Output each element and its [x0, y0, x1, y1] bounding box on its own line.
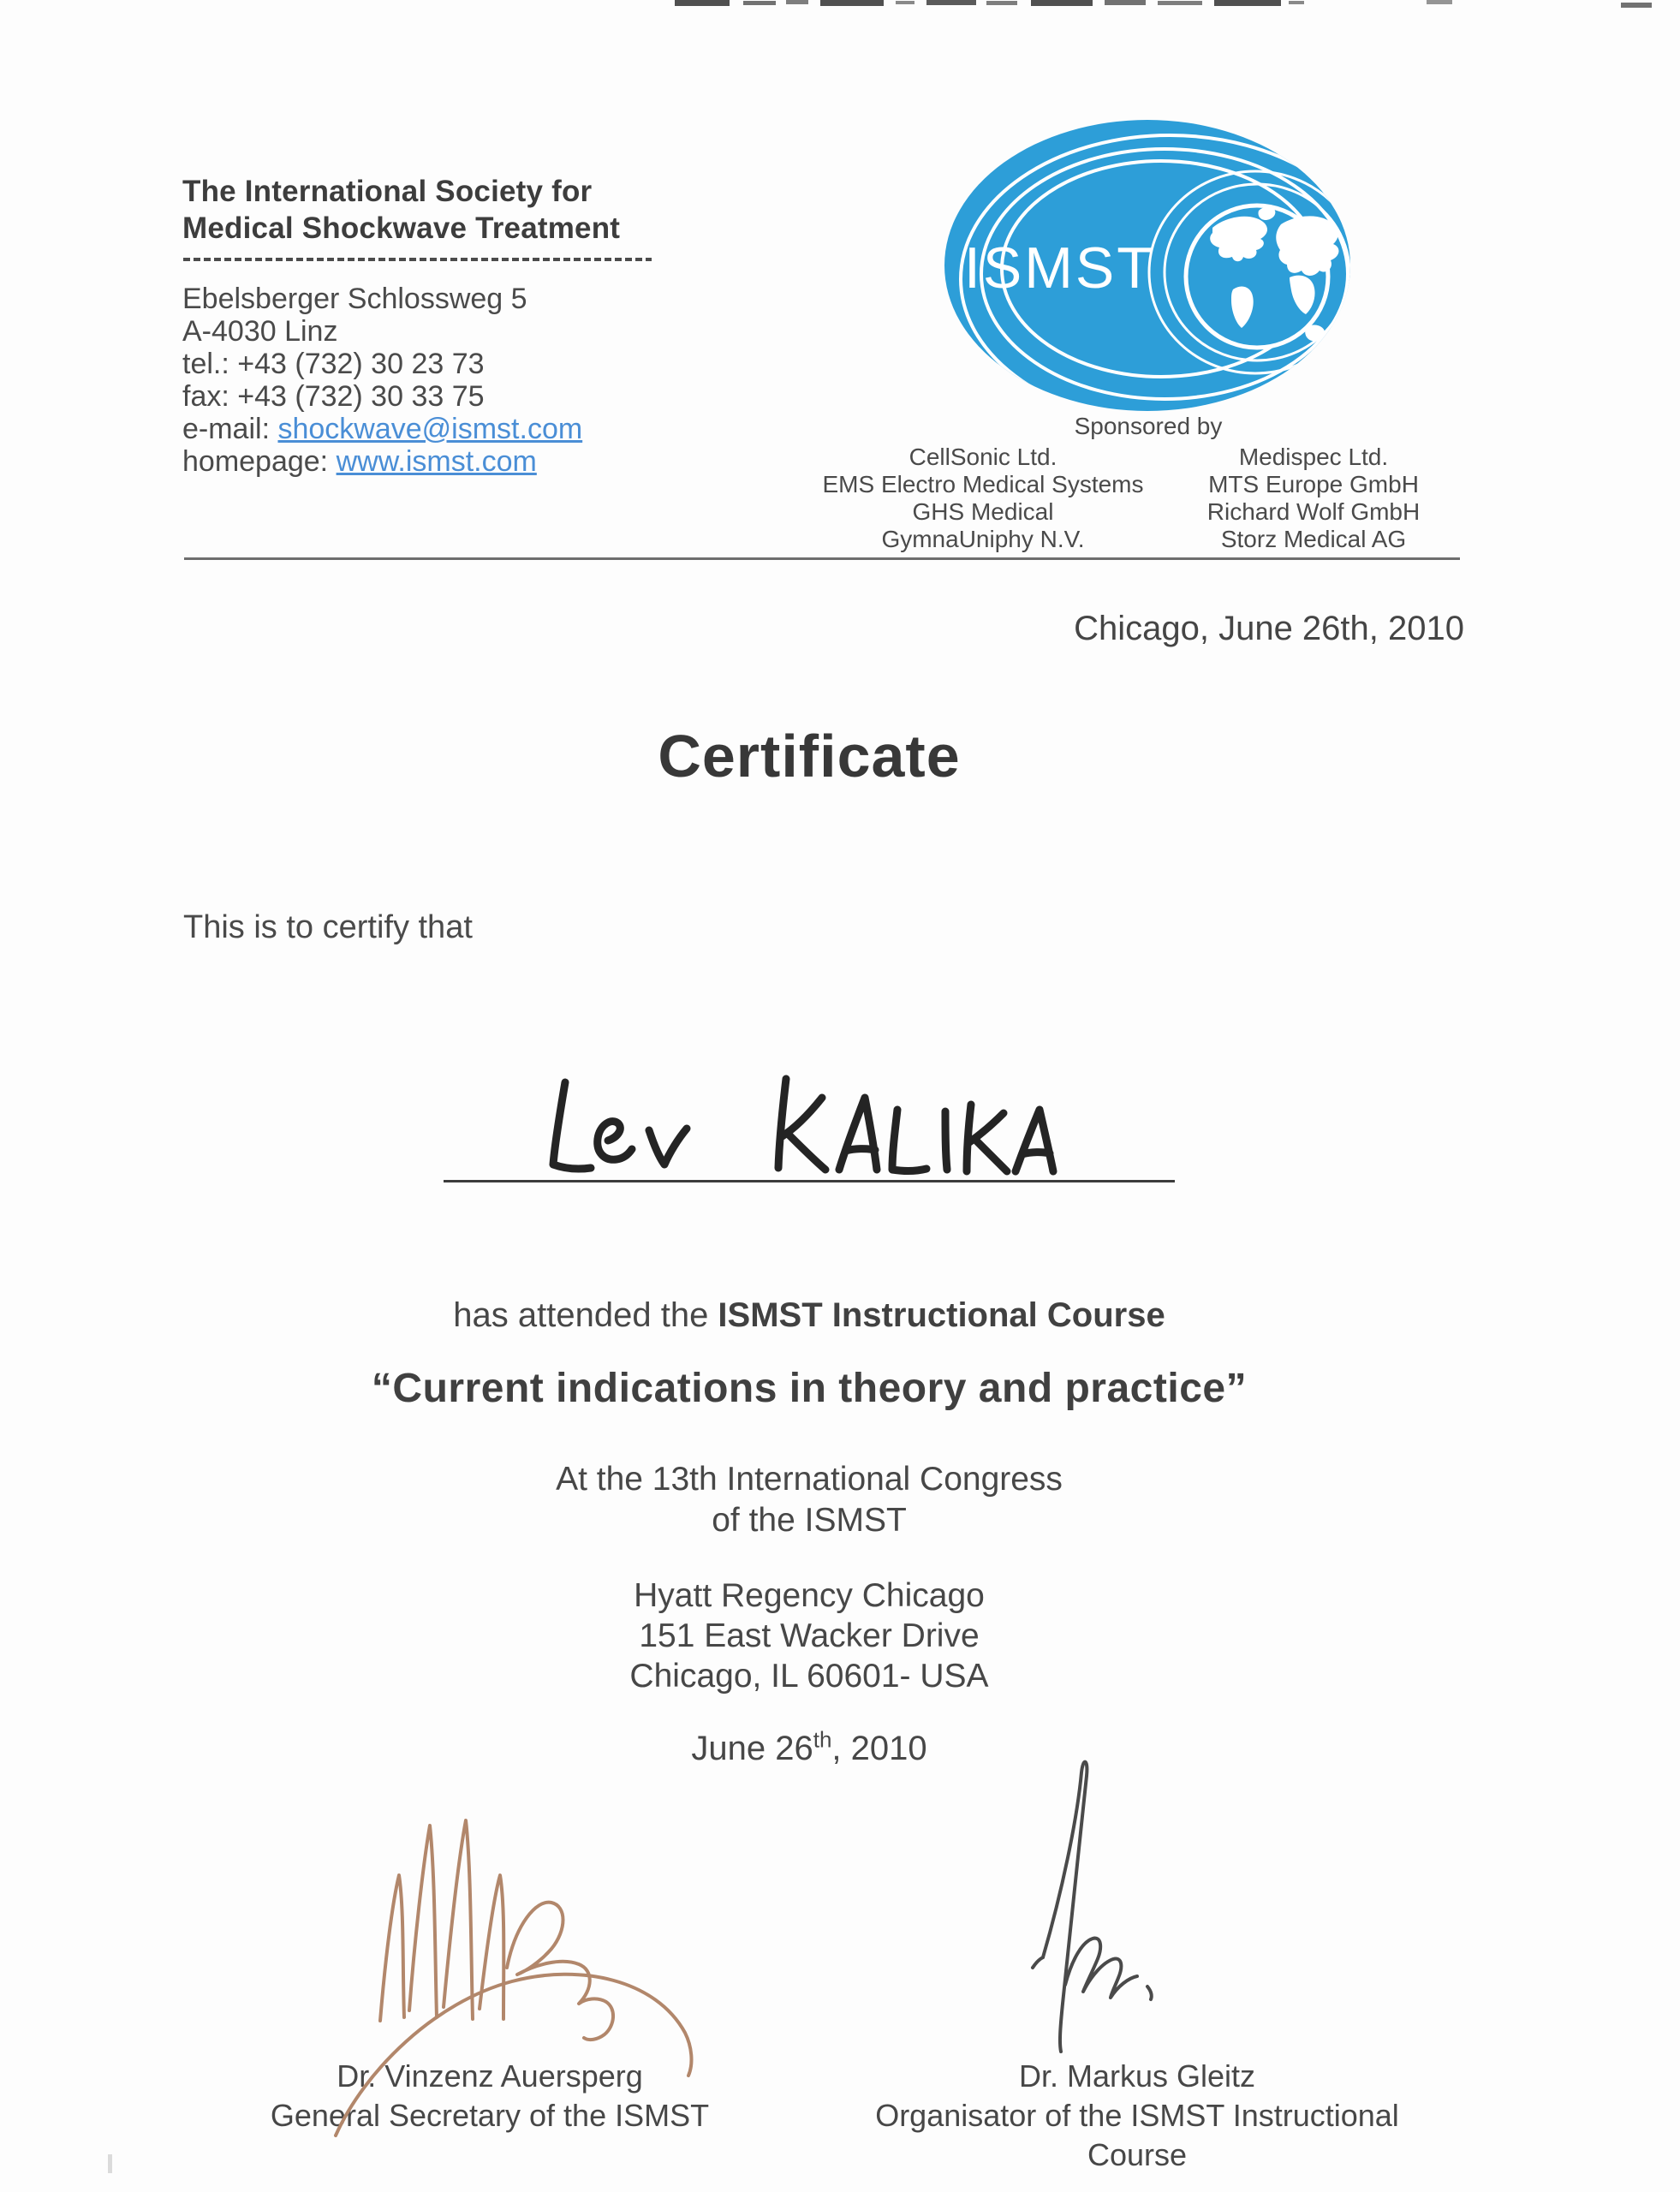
venue-name: Hyatt Regency Chicago	[634, 1577, 985, 1614]
signature-right-label	[837, 2057, 1437, 2175]
organization-name	[182, 173, 782, 247]
email-label: e-mail:	[182, 413, 278, 445]
globe-icon	[1186, 206, 1338, 348]
org-name-line1: The International Society for	[182, 175, 593, 208]
signature-right-ink	[1000, 1738, 1274, 2081]
horizontal-rule	[184, 557, 1460, 560]
sponsor-item: Medispec Ltd.	[1238, 444, 1389, 470]
sponsor-item: CellSonic Ltd.	[909, 444, 1057, 470]
email-line	[182, 413, 782, 445]
event-date-ordinal: th	[813, 1726, 832, 1753]
signer-left-name: Dr. Vinzenz Auersperg	[337, 2058, 643, 2094]
sponsors-title: Sponsored by	[1074, 413, 1223, 439]
event-date-prefix: June 26	[691, 1730, 813, 1767]
address-line1: Ebelsberger Schlossweg 5	[182, 283, 527, 315]
congress-line2: of the ISMST	[712, 1502, 907, 1539]
venue-city: Chicago, IL 60601- USA	[629, 1658, 989, 1695]
attended-line	[0, 1296, 1618, 1335]
certify-line: This is to certify that	[183, 909, 473, 945]
congress-line1: At the 13th International Congress	[556, 1461, 1063, 1498]
name-underline	[444, 1180, 1175, 1182]
course-title: “Current indications in theory and practice”	[371, 1366, 1248, 1411]
sponsor-item: Richard Wolf GmbH	[1206, 498, 1421, 525]
event-date	[0, 1726, 1618, 1768]
sponsors-block	[818, 413, 1479, 553]
place-date-line: Chicago, June 26th, 2010	[1074, 610, 1464, 647]
email-link[interactable]: shockwave@ismst.com	[277, 413, 583, 445]
sponsors-column-right	[1148, 444, 1479, 553]
ismst-logo	[940, 118, 1355, 413]
org-name-line2: Medical Shockwave Treatment	[182, 211, 621, 245]
fax-line: fax: +43 (732) 30 33 75	[182, 380, 485, 413]
signer-right-role: Organisator of the ISMST Instructional Course	[875, 2098, 1399, 2172]
sponsor-item: EMS Electro Medical Systems	[822, 471, 1144, 497]
phone-line: tel.: +43 (732) 30 23 73	[182, 348, 485, 380]
sponsor-item: Storz Medical AG	[1220, 526, 1407, 552]
homepage-label: homepage:	[182, 445, 337, 478]
venue-street: 151 East Wacker Drive	[639, 1617, 980, 1654]
sponsor-item: MTS Europe GmbH	[1208, 471, 1419, 497]
address-line2: A-4030 Linz	[182, 315, 338, 348]
signer-left-role: General Secretary of the ISMST	[270, 2098, 710, 2133]
sponsors-column-left	[818, 444, 1148, 553]
attended-prefix: has attended the	[453, 1296, 718, 1334]
logo-text: ISMST	[964, 235, 1155, 301]
attendee-name-handwriting	[440, 1065, 1177, 1185]
attended-course: ISMST Instructional Course	[718, 1296, 1165, 1334]
signature-left-label	[190, 2057, 789, 2135]
sponsor-item: GymnaUniphy N.V.	[881, 526, 1085, 552]
sponsor-item: GHS Medical	[912, 498, 1054, 525]
event-date-suffix: , 2010	[831, 1730, 927, 1767]
homepage-line	[182, 445, 782, 478]
homepage-link[interactable]: www.ismst.com	[336, 445, 537, 478]
certificate-title: Certificate	[658, 723, 961, 789]
contact-block	[182, 283, 782, 478]
dashed-divider	[183, 258, 652, 261]
signer-right-name: Dr. Markus Gleitz	[1018, 2058, 1256, 2094]
